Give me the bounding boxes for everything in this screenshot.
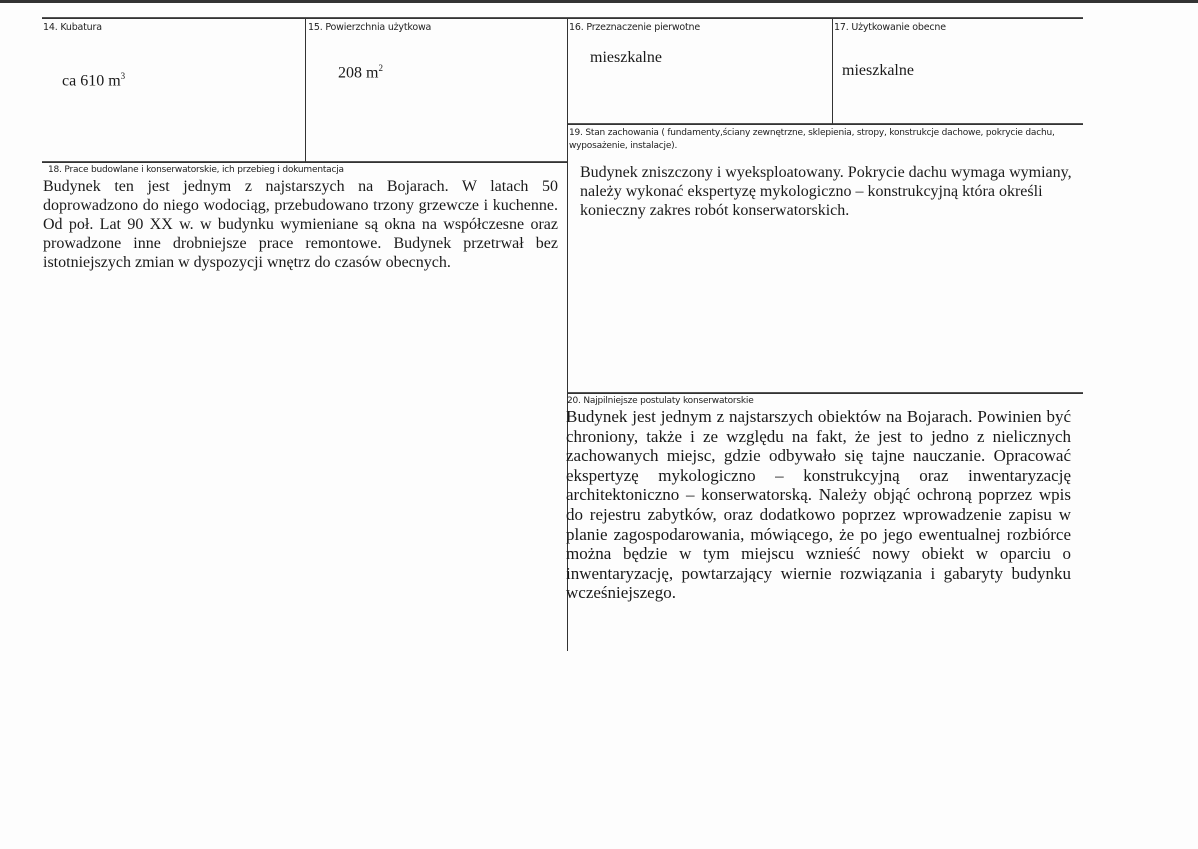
field-14-label: 14. Kubatura <box>43 22 102 33</box>
field-17-value: mieszkalne <box>842 62 914 79</box>
field-17-label: 17. Użytkowanie obecne <box>834 22 946 33</box>
area-value: 208 m <box>338 64 379 82</box>
field-20-label: 20. Najpilniejsze postulaty konserwatorskie <box>567 396 754 406</box>
field-15-label: 15. Powierzchnia użytkowa <box>308 22 432 33</box>
field-19-text: Budynek zniszczony i wyeksploatowany. Pokrycie dachu wymaga wymiany, należy wykonać ekspertyzę mykologiczno – konstrukcyjną która określi konieczny zakres robót konserwatorskich. <box>580 164 1072 219</box>
divider-16-17 <box>832 18 833 124</box>
divider-19 <box>567 123 1083 125</box>
scan-edge <box>0 0 1198 3</box>
field-14-value <box>62 71 125 90</box>
kubatura-value: ca 610 m <box>62 72 121 90</box>
divider-20 <box>567 392 1083 394</box>
field-19-label-line2: wyposażenie, instalacje). <box>569 141 678 151</box>
table-top-border <box>42 17 1083 19</box>
field-18-label: 18. Prace budowlane i konserwatorskie, ich przebieg i dokumentacja <box>48 165 344 175</box>
divider-14-15 <box>305 18 306 162</box>
field-16-label: 16. Przeznaczenie pierwotne <box>569 22 701 33</box>
field-16-value: mieszkalne <box>590 49 662 66</box>
field-20-text: Budynek jest jednym z najstarszych obiektów na Bojarach. Powinien być chroniony, także i ze względu na fakt, że jest to jedno z nielicznych zachowanych miejsc, gdzie odbywało się tajne nauczanie. Opracować ekspertyzę mykologiczno – konstrukcyjną oraz inwentaryzację architektoniczno – konserwatorską. Należy objąć ochroną poprzez wpis do rejestru zabytków, oraz dodatkowo poprzez wprowadzenie zapisu w planie zagospodarowania, mówiącego, że po jego ewentualnej rozbiórce można będzie w tym miejscu wznieść nowy obiekt w oparciu o inwentaryzację, powtarzający wiernie rozwiązania i gabaryty budynku wcześniejszego. <box>566 407 1071 603</box>
field-18-text: Budynek ten jest jednym z najstarszych na Bojarach. W latach 50 doprowadzono do niego wodociąg, przebudowano trzony grzewcze i kuchenne. Od poł. Lat 90 XX w. w budynku wymieniane są okna na współczesne oraz prowadzone inne drobniejsze prace remontowe. Budynek przetrwał bez istotniejszych zmian w dyspozycji wnętrz do czasów obecnych. <box>43 178 558 271</box>
field-19-label-line1: 19. Stan zachowania ( fundamenty,ściany zewnętrzne, sklepienia, stropy, konstrukcje dachowe, pokrycie dachu, <box>569 128 1055 138</box>
area-exponent: 2 <box>378 63 383 73</box>
kubatura-exponent: 3 <box>120 71 126 81</box>
field-15-value <box>338 63 383 82</box>
